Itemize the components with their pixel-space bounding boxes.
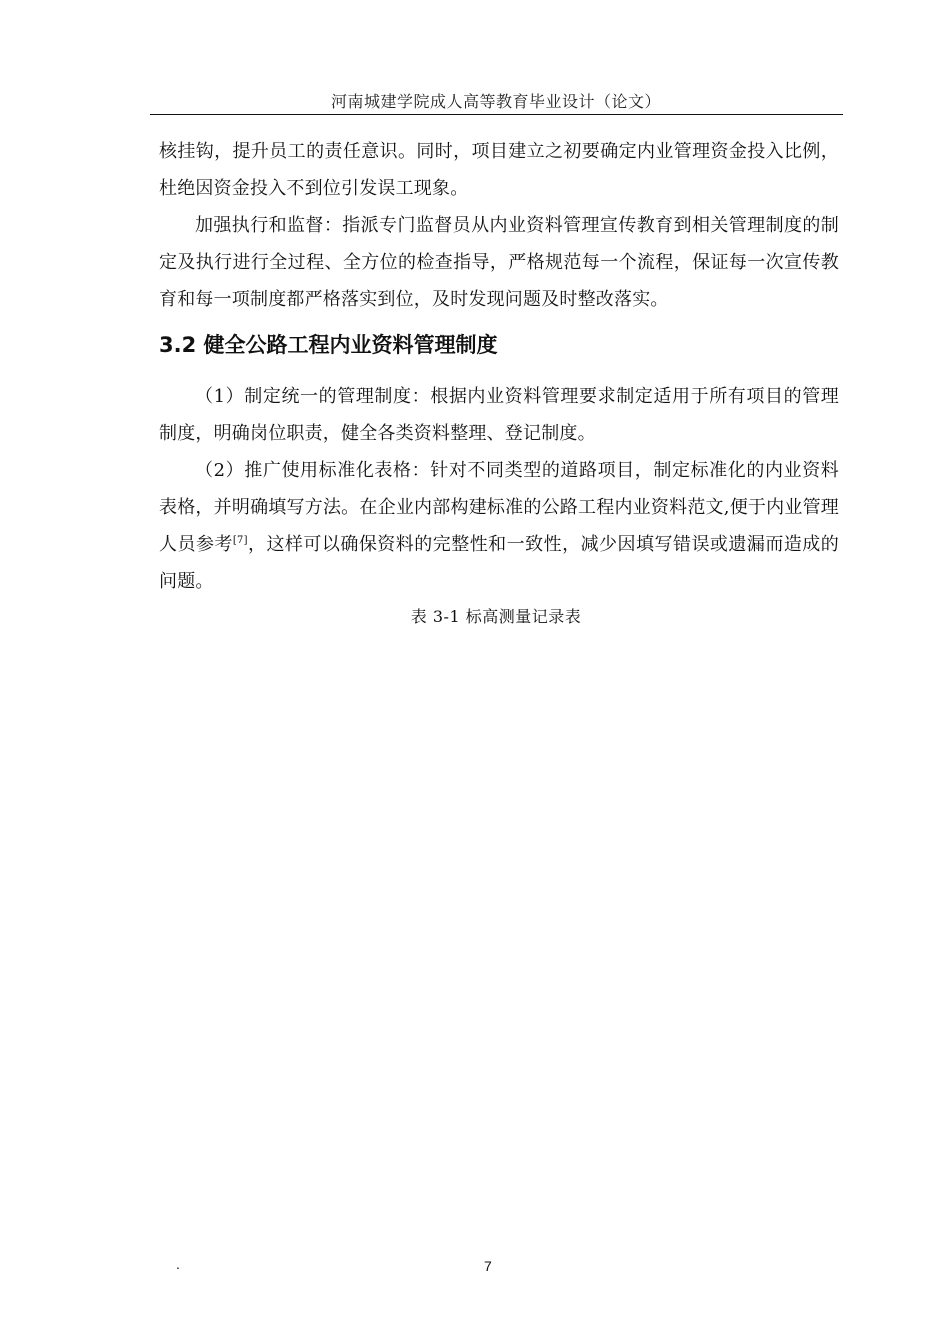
section-heading: 3.2 健全公路工程内业资料管理制度 xyxy=(159,333,498,357)
paragraph-standard-forms xyxy=(159,452,839,600)
body-paragraphs-section xyxy=(159,378,839,600)
paragraph-standard-forms-text-end: ，这样可以确保资料的完整性和一致性，减少因填写错误或遗漏而造成的问题。 xyxy=(159,534,839,592)
paragraph-continued: 核挂钩，提升员工的责任意识。同时，项目建立之初要确定内业管理资金投入比例，杜绝因资金投入不到位引发误工现象。 xyxy=(159,141,839,199)
table-caption: 表 3-1 标高测量记录表 xyxy=(410,607,582,626)
citation-reference: [7] xyxy=(232,535,248,546)
body-paragraphs-top xyxy=(159,133,839,318)
paragraph-supervision: 加强执行和监督：指派专门监督员从内业资料管理宣传教育到相关管理制度的制定及执行进行全过程、全方位的检查指导，严格规范每一个流程，保证每一次宣传教育和每一项制度都严格落实到位，及时发现问题及时整改落实。 xyxy=(159,215,839,310)
paragraph-unified-system: （1）制定统一的管理制度：根据内业资料管理要求制定适用于所有项目的管理制度，明确岗位职责，健全各类资料整理、登记制度。 xyxy=(159,386,839,444)
page-number: 7 xyxy=(484,1258,492,1274)
running-header: 河南城建学院成人高等教育毕业设计（论文） xyxy=(330,92,661,111)
header-rule xyxy=(150,114,843,115)
paragraph-standard-forms-text: （2）推广使用标准化表格：针对不同类型的道路项目，制定标准化的内业资料表格，并明确填写方法。在企业内部构建标准的公路工程内业资料范文,便于内业管理人员参考 xyxy=(159,460,839,555)
footer-dot: . xyxy=(176,1256,180,1272)
